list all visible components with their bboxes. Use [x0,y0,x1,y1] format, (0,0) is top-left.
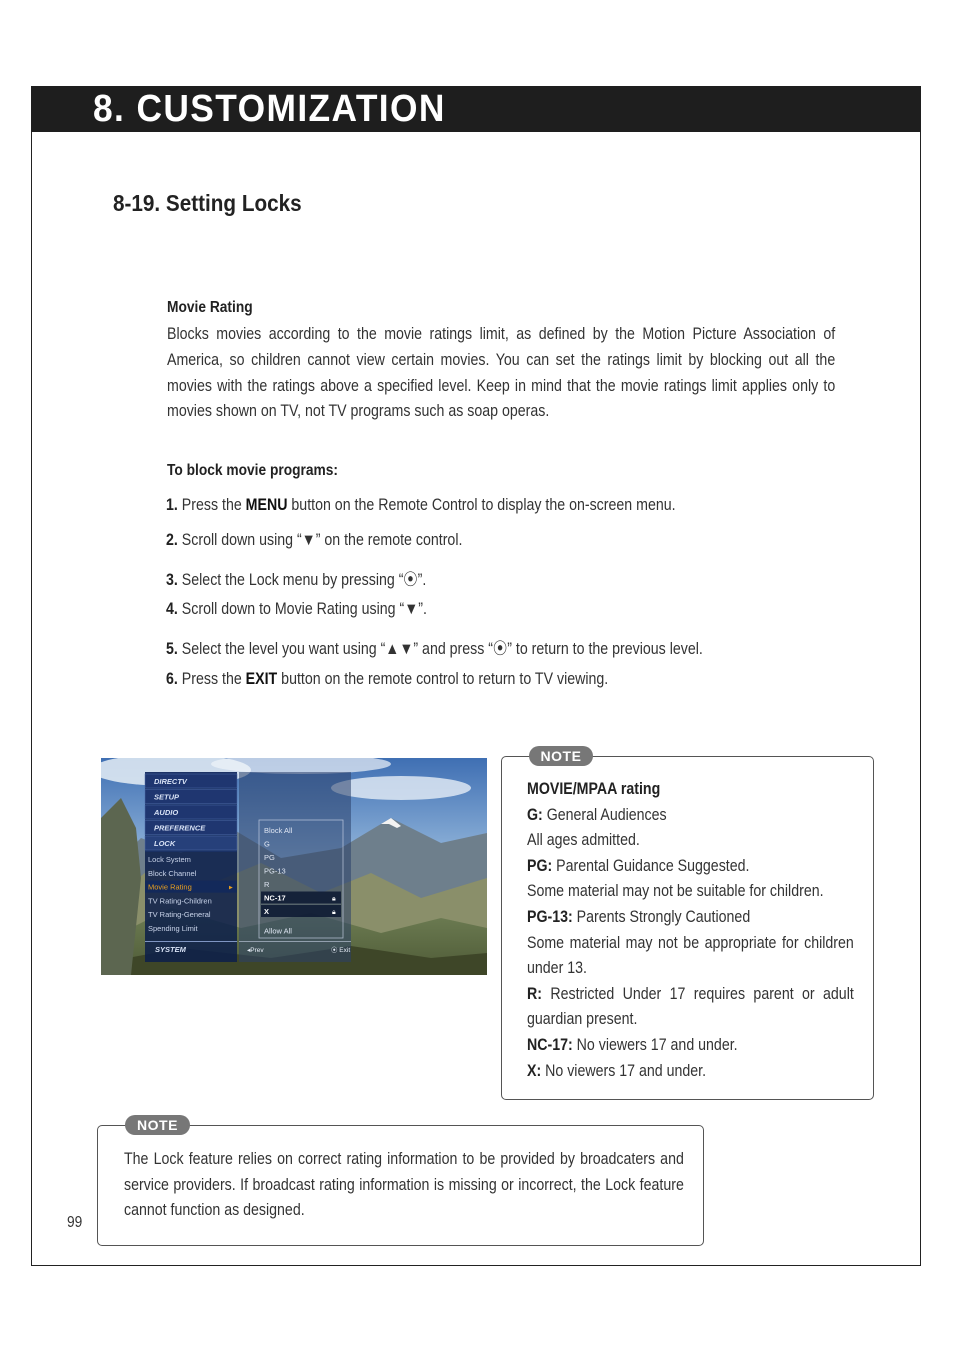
step-number: 4. [166,600,178,618]
exit-key: EXIT [245,670,278,688]
main-menu-item[interactable]: DIRECTV [154,777,187,786]
menu-key: MENU [245,496,288,514]
section-title: 8-19. Setting Locks [113,190,302,216]
rating-line: Some material may not be suitable for children. [527,882,824,901]
rating-desc: Parents Strongly Cautioned [572,907,751,926]
rating-line [527,854,854,880]
step-3 [166,566,426,590]
exit-hint: ⦿ Exit [331,947,351,954]
blocked-option-bg [261,905,341,917]
lock-menu-item[interactable]: Spending Limit [148,924,198,933]
rating-desc: General Audiences [542,805,667,824]
step-5 [166,635,703,659]
tv-menu-screenshot [101,758,487,975]
chapter-title: 8. CUSTOMIZATION [93,88,446,130]
rating-option[interactable]: NC-17 [264,893,286,903]
rating-option[interactable]: G [264,839,270,849]
rating-line [527,1033,854,1059]
rating-option[interactable]: PG [264,853,275,862]
rating-line: All ages admitted. [527,831,640,850]
note-heading: MOVIE/MPAA rating [527,780,661,798]
mpaa-note-content [527,777,854,1084]
rating-code: R: [527,984,542,1003]
rating-code: NC-17: [527,1035,573,1054]
submenu-arrow-icon: ▸ [229,882,233,892]
rating-code: X: [527,1061,542,1080]
rating-line [527,905,854,931]
step-number: 5. [166,640,178,658]
step-2 [166,531,462,550]
lock-menu-item[interactable]: TV Rating-Children [148,896,212,906]
main-menu-items [145,774,237,850]
main-menu-item[interactable]: SETUP [154,792,180,802]
step-text: Select the level you want using “▲▼” and press “⦿” to return to the previous level. [181,640,703,658]
rating-desc: Restricted Under 17 requires parent or adult guardian present. [527,984,854,1029]
rating-option[interactable]: X [264,907,270,916]
rating-code: PG-13: [527,907,573,926]
rating-desc: No viewers 17 and under. [572,1035,738,1054]
rating-line [527,803,854,829]
step-text: Select the Lock menu by pressing “⦿”. [181,571,427,589]
prev-hint: ◂Prev [247,947,264,954]
panel-footer-line [239,941,351,942]
step-number: 6. [166,670,178,688]
step-6 [166,670,608,689]
step-1 [166,496,676,515]
lock-menu-item[interactable]: TV Rating-General [148,910,211,920]
tv-menu-illustration [101,758,487,975]
step-text: Scroll down using “▼” on the remote control. [181,531,463,549]
system-label: SYSTEM [155,945,186,954]
rating-desc: Parental Guidance Suggested. [552,856,750,875]
menu-right-panel [239,772,351,962]
note-label: NOTE [125,1115,190,1135]
note-label: NOTE [529,746,593,766]
lock-icon: 🔒︎ [332,895,336,903]
rating-line [527,1059,854,1085]
lock-menu-item[interactable]: Block Channel [148,868,197,878]
movie-rating-description: Blocks movies according to the movie ratings limit, as defined by the Motion Picture Association of America, so children cannot view certain movies. You can set the ratings limit by blocking out all the movies with the ratings above a specified level. Keep in mind that the movie ratings limit applies only to movies shown on TV, not TV programs such as soap operas. [167,325,836,421]
step-4 [166,600,427,619]
cloud [331,776,471,800]
movie-rating-heading: Movie Rating [167,299,253,316]
lock-menu-item[interactable]: Lock System [148,855,191,864]
step-text: Scroll down to Movie Rating using “▼”. [181,600,427,618]
main-menu-item[interactable]: AUDIO [154,808,179,817]
procedure-heading: To block movie programs: [167,462,339,479]
rating-code: G: [527,805,543,824]
rating-option[interactable]: PG-13 [264,866,286,876]
step-text: button on the remote control to return to TV viewing. [277,670,609,688]
main-menu-item[interactable]: LOCK [154,839,176,848]
page-number: 99 [67,1214,83,1231]
main-menu-item[interactable]: PREFERENCE [154,823,206,833]
lock-icon: 🔒︎ [332,909,336,916]
step-text: Press the [181,496,246,514]
step-text: Press the [181,670,246,688]
rating-desc: No viewers 17 and under. [541,1061,707,1080]
step-text: button on the Remote Control to display the on-screen menu. [287,496,676,514]
rating-option[interactable]: R [264,880,270,889]
menu-divider [145,941,237,942]
lock-note-text: The Lock feature relies on correct rating information to be provided by broadcaters and service providers. If broadcast rating information is missing or incorrect, the Lock feature cannot function as designed. [124,1150,684,1219]
lock-menu-item[interactable]: Movie Rating [148,882,192,892]
rating-line [527,982,854,1033]
step-number: 1. [166,496,178,514]
rating-line: Some material may not be appropriate for children under 13. [527,933,854,978]
rating-code: PG: [527,856,553,875]
rating-option[interactable]: Block All [264,826,293,835]
rating-option[interactable]: Allow All [264,926,292,936]
step-number: 3. [166,571,178,589]
step-number: 2. [166,531,178,549]
